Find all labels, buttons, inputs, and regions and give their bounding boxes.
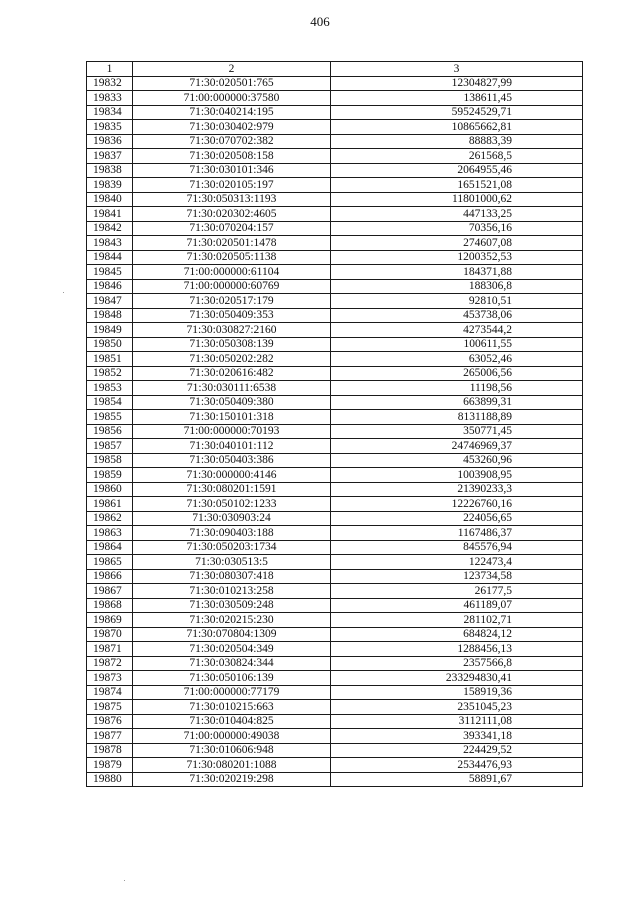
row-number-cell: 19834 (87, 105, 133, 120)
cadastral-number-cell: 71:30:030827:2160 (133, 323, 331, 338)
table-row (87, 613, 583, 628)
cadastral-number-cell: 71:30:070204:157 (133, 221, 331, 236)
table-row (87, 569, 583, 584)
cadastral-number-cell: 71:30:020219:298 (133, 772, 331, 787)
cadastral-value-cell: 21390233,3 (331, 482, 583, 497)
row-number-cell: 19872 (87, 656, 133, 671)
row-number-cell: 19842 (87, 221, 133, 236)
cadastral-value-cell: 123734,58 (331, 569, 583, 584)
table-row (87, 221, 583, 236)
row-number-cell: 19836 (87, 134, 133, 149)
row-number-cell: 19841 (87, 207, 133, 222)
table-row (87, 584, 583, 599)
cadastral-value-cell: 453738,06 (331, 308, 583, 323)
cadastral-number-cell: 71:30:020505:1138 (133, 250, 331, 265)
column-header-cadastral-number: 2 (133, 62, 331, 77)
row-number-cell: 19879 (87, 758, 133, 773)
cadastral-value-cell: 265006,56 (331, 366, 583, 381)
row-number-cell: 19837 (87, 149, 133, 164)
cadastral-value-cell: 461189,07 (331, 598, 583, 613)
table-row (87, 105, 583, 120)
table-row (87, 439, 583, 454)
cadastral-value-cell: 2357566,8 (331, 656, 583, 671)
table-row (87, 236, 583, 251)
cadastral-value-cell: 1200352,53 (331, 250, 583, 265)
row-number-cell: 19860 (87, 482, 133, 497)
row-number-cell: 19839 (87, 178, 133, 193)
row-number-cell: 19871 (87, 642, 133, 657)
row-number-cell: 19838 (87, 163, 133, 178)
cadastral-value-cell: 12304827,99 (331, 76, 583, 91)
cadastral-number-cell: 71:00:000000:61104 (133, 265, 331, 280)
cadastral-value-cell: 447133,25 (331, 207, 583, 222)
cadastral-number-cell: 71:30:050409:353 (133, 308, 331, 323)
cadastral-number-cell: 71:30:020501:765 (133, 76, 331, 91)
cadastral-value-cell: 2534476,93 (331, 758, 583, 773)
row-number-cell: 19877 (87, 729, 133, 744)
row-number-cell: 19874 (87, 685, 133, 700)
cadastral-number-cell: 71:30:020215:230 (133, 613, 331, 628)
table-row (87, 540, 583, 555)
table-row (87, 91, 583, 106)
cadastral-value-cell: 281102,71 (331, 613, 583, 628)
table-row (87, 76, 583, 91)
cadastral-number-cell: 71:30:050202:282 (133, 352, 331, 367)
table-row (87, 294, 583, 309)
table-row (87, 772, 583, 787)
cadastral-value-cell: 24746969,37 (331, 439, 583, 454)
row-number-cell: 19870 (87, 627, 133, 642)
row-number-cell: 19866 (87, 569, 133, 584)
table-row (87, 700, 583, 715)
table-row (87, 424, 583, 439)
cadastral-number-cell: 71:30:080201:1591 (133, 482, 331, 497)
cadastral-number-cell: 71:30:020504:349 (133, 642, 331, 657)
row-number-cell: 19847 (87, 294, 133, 309)
cadastral-number-cell: 71:30:020616:482 (133, 366, 331, 381)
cadastral-number-cell: 71:30:020302:4605 (133, 207, 331, 222)
table-row (87, 352, 583, 367)
row-number-cell: 19858 (87, 453, 133, 468)
row-number-cell: 19853 (87, 381, 133, 396)
cadastral-value-cell: 1167486,37 (331, 526, 583, 541)
cadastral-value-cell: 100611,55 (331, 337, 583, 352)
cadastral-value-cell: 393341,18 (331, 729, 583, 744)
cadastral-value-cell: 58891,67 (331, 772, 583, 787)
table-row (87, 555, 583, 570)
cadastral-number-cell: 71:30:070702:382 (133, 134, 331, 149)
cadastral-value-cell: 350771,45 (331, 424, 583, 439)
table-row (87, 192, 583, 207)
cadastral-value-cell: 261568,5 (331, 149, 583, 164)
table-row (87, 250, 583, 265)
cadastral-value-cell: 663899,31 (331, 395, 583, 410)
row-number-cell: 19862 (87, 511, 133, 526)
row-number-cell: 19861 (87, 497, 133, 512)
cadastral-number-cell: 71:00:000000:49038 (133, 729, 331, 744)
row-number-cell: 19864 (87, 540, 133, 555)
table-row (87, 366, 583, 381)
row-number-cell: 19863 (87, 526, 133, 541)
table-row (87, 468, 583, 483)
cadastral-value-cell: 138611,45 (331, 91, 583, 106)
cadastral-number-cell: 71:30:080201:1088 (133, 758, 331, 773)
scan-speck (63, 292, 64, 293)
cadastral-number-cell: 71:00:000000:60769 (133, 279, 331, 294)
cadastral-number-cell: 71:30:010213:258 (133, 584, 331, 599)
row-number-cell: 19878 (87, 743, 133, 758)
row-number-cell: 19876 (87, 714, 133, 729)
cadastral-value-cell: 59524529,71 (331, 105, 583, 120)
table-row (87, 134, 583, 149)
cadastral-number-cell: 71:30:030101:346 (133, 163, 331, 178)
cadastral-value-cell: 88883,39 (331, 134, 583, 149)
table-row (87, 714, 583, 729)
row-number-cell: 19869 (87, 613, 133, 628)
cadastral-value-cell: 11198,56 (331, 381, 583, 396)
cadastral-number-cell: 71:30:080307:418 (133, 569, 331, 584)
table-row (87, 279, 583, 294)
page-number: 406 (310, 14, 330, 29)
cadastral-value-cell: 2351045,23 (331, 700, 583, 715)
row-number-cell: 19854 (87, 395, 133, 410)
cadastral-number-cell: 71:30:050203:1734 (133, 540, 331, 555)
row-number-cell: 19833 (87, 91, 133, 106)
row-number-cell: 19865 (87, 555, 133, 570)
cadastral-number-cell: 71:30:000000:4146 (133, 468, 331, 483)
cadastral-value-cell: 224429,52 (331, 743, 583, 758)
cadastral-number-cell: 71:30:030111:6538 (133, 381, 331, 396)
cadastral-number-cell: 71:30:040101:112 (133, 439, 331, 454)
cadastral-value-cell: 1651521,08 (331, 178, 583, 193)
table-row (87, 627, 583, 642)
cadastral-number-cell: 71:30:010404:825 (133, 714, 331, 729)
table-row (87, 178, 583, 193)
table-row (87, 410, 583, 425)
cadastral-value-cell: 453260,96 (331, 453, 583, 468)
row-number-cell: 19868 (87, 598, 133, 613)
row-number-cell: 19835 (87, 120, 133, 135)
cadastral-number-cell: 71:00:000000:37580 (133, 91, 331, 106)
cadastral-number-cell: 71:30:020508:158 (133, 149, 331, 164)
table-row (87, 511, 583, 526)
cadastral-value-cell: 3112111,08 (331, 714, 583, 729)
table-row (87, 671, 583, 686)
row-number-cell: 19840 (87, 192, 133, 207)
cadastral-value-cell: 4273544,2 (331, 323, 583, 338)
cadastral-value-cell: 63052,46 (331, 352, 583, 367)
row-number-cell: 19852 (87, 366, 133, 381)
cadastral-number-cell: 71:30:050313:1193 (133, 192, 331, 207)
table-row (87, 323, 583, 338)
cadastral-value-cell: 8131188,89 (331, 410, 583, 425)
cadastral-number-cell: 71:30:010606:948 (133, 743, 331, 758)
cadastral-value-cell: 70356,16 (331, 221, 583, 236)
cadastral-value-cell: 188306,8 (331, 279, 583, 294)
cadastral-value-cell: 26177,5 (331, 584, 583, 599)
cadastral-number-cell: 71:30:030903:24 (133, 511, 331, 526)
table-row (87, 758, 583, 773)
cadastral-value-cell: 845576,94 (331, 540, 583, 555)
cadastral-value-cell: 233294830,41 (331, 671, 583, 686)
cadastral-number-cell: 71:30:150101:318 (133, 410, 331, 425)
cadastral-number-cell: 71:30:020517:179 (133, 294, 331, 309)
cadastral-value-cell: 684824,12 (331, 627, 583, 642)
row-number-cell: 19850 (87, 337, 133, 352)
cadastral-number-cell: 71:30:050403:386 (133, 453, 331, 468)
cadastral-value-cell: 122473,4 (331, 555, 583, 570)
row-number-cell: 19849 (87, 323, 133, 338)
table-row (87, 526, 583, 541)
row-number-cell: 19867 (87, 584, 133, 599)
cadastral-number-cell: 71:30:050106:139 (133, 671, 331, 686)
row-number-cell: 19855 (87, 410, 133, 425)
cadastral-value-cell: 2064955,46 (331, 163, 583, 178)
cadastral-number-cell: 71:30:050102:1233 (133, 497, 331, 512)
row-number-cell: 19880 (87, 772, 133, 787)
table-row (87, 685, 583, 700)
table-row (87, 656, 583, 671)
table-body (87, 76, 583, 787)
cadastral-number-cell: 71:30:030824:344 (133, 656, 331, 671)
cadastral-value-cell: 10865662,81 (331, 120, 583, 135)
cadastral-number-cell: 71:30:020105:197 (133, 178, 331, 193)
cadastral-value-cell: 274607,08 (331, 236, 583, 251)
table-row (87, 120, 583, 135)
table-row (87, 497, 583, 512)
table-row (87, 743, 583, 758)
cadastral-value-cell: 1003908,95 (331, 468, 583, 483)
row-number-cell: 19832 (87, 76, 133, 91)
row-number-cell: 19846 (87, 279, 133, 294)
cadastral-number-cell: 71:30:020501:1478 (133, 236, 331, 251)
cadastral-number-cell: 71:30:090403:188 (133, 526, 331, 541)
cadastral-number-cell: 71:30:050308:139 (133, 337, 331, 352)
row-number-cell: 19859 (87, 468, 133, 483)
row-number-cell: 19843 (87, 236, 133, 251)
cadastral-value-cell: 224056,65 (331, 511, 583, 526)
row-number-cell: 19848 (87, 308, 133, 323)
row-number-cell: 19856 (87, 424, 133, 439)
table-row (87, 149, 583, 164)
cadastral-number-cell: 71:30:030513:5 (133, 555, 331, 570)
table-row (87, 381, 583, 396)
cadastral-value-table (86, 61, 583, 787)
cadastral-number-cell: 71:30:070804:1309 (133, 627, 331, 642)
table-row (87, 598, 583, 613)
table-row (87, 395, 583, 410)
table-row (87, 642, 583, 657)
scan-speck (124, 880, 125, 881)
column-header-value: 3 (331, 62, 583, 77)
cadastral-value-cell: 92810,51 (331, 294, 583, 309)
table-header (87, 62, 583, 77)
table-row (87, 265, 583, 280)
table-row (87, 337, 583, 352)
table-row (87, 163, 583, 178)
cadastral-value-cell: 158919,36 (331, 685, 583, 700)
table-row (87, 482, 583, 497)
row-number-cell: 19845 (87, 265, 133, 280)
cadastral-value-cell: 1288456,13 (331, 642, 583, 657)
table-row (87, 308, 583, 323)
row-number-cell: 19875 (87, 700, 133, 715)
cadastral-value-cell: 11801000,62 (331, 192, 583, 207)
cadastral-number-cell: 71:00:000000:77179 (133, 685, 331, 700)
cadastral-number-cell: 71:30:030509:248 (133, 598, 331, 613)
cadastral-value-cell: 184371,88 (331, 265, 583, 280)
row-number-cell: 19873 (87, 671, 133, 686)
cadastral-number-cell: 71:00:000000:70193 (133, 424, 331, 439)
cadastral-number-cell: 71:30:010215:663 (133, 700, 331, 715)
row-number-cell: 19844 (87, 250, 133, 265)
cadastral-number-cell: 71:30:030402:979 (133, 120, 331, 135)
header-row (87, 62, 583, 77)
row-number-cell: 19851 (87, 352, 133, 367)
cadastral-number-cell: 71:30:050409:380 (133, 395, 331, 410)
cadastral-number-cell: 71:30:040214:195 (133, 105, 331, 120)
table-row (87, 207, 583, 222)
table-row (87, 453, 583, 468)
cadastral-value-cell: 12226760,16 (331, 497, 583, 512)
column-header-number: 1 (87, 62, 133, 77)
table-row (87, 729, 583, 744)
row-number-cell: 19857 (87, 439, 133, 454)
